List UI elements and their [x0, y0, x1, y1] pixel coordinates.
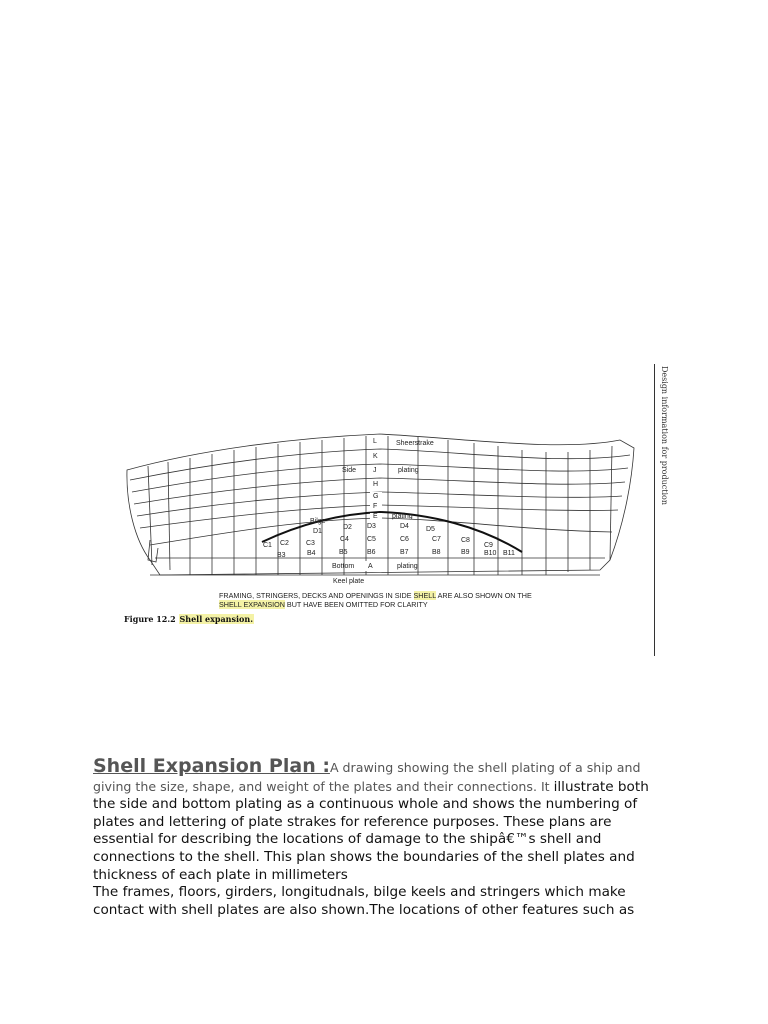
- plate-label-d3: D3: [367, 523, 376, 530]
- figure-note-line-2: [219, 600, 532, 609]
- side-label: Side: [342, 467, 357, 474]
- note-text-2b: BUT HAVE BEEN OMITTED FOR CLARITY: [284, 600, 428, 609]
- note-highlight-2: SHELL EXPANSION: [219, 600, 285, 609]
- figure-caption: [124, 614, 254, 624]
- plate-label-c2: C2: [280, 540, 289, 547]
- note-text-1b: ARE ALSO SHOWN ON THE: [436, 591, 532, 600]
- plate-label-c5: C5: [367, 536, 376, 543]
- strake-label-h: H: [373, 481, 379, 488]
- plate-label-d4: D4: [400, 523, 409, 530]
- strake-label-f: F: [373, 503, 378, 510]
- keel-plate-label: Keel plate: [333, 578, 365, 585]
- note-text-1a: FRAMING, STRINGERS, DECKS AND OPENINGS IN SIDE: [219, 591, 414, 600]
- paragraph-2: The frames, floors, girders, longitudnals, bilge keels and stringers which make contact with shell plates are also shown.The locations of other features such as: [93, 884, 635, 918]
- plate-label-c7: C7: [432, 536, 441, 543]
- plate-label-d1: D1: [313, 528, 322, 535]
- plate-label-b10: B10: [484, 550, 497, 557]
- plate-label-c4: C4: [340, 536, 349, 543]
- strake-label-k: K: [373, 453, 378, 460]
- figure-number: Figure 12.2: [124, 614, 176, 624]
- bottom-label: Bottom: [332, 563, 355, 570]
- figure-title: Shell expansion.: [179, 614, 253, 624]
- bilge-plating-label: plating: [392, 513, 413, 520]
- strake-label-j: J: [373, 467, 377, 474]
- plate-label-b11: B11: [503, 550, 515, 557]
- body-text: [93, 755, 673, 919]
- side-plating-label: plating: [398, 467, 419, 474]
- vertical-running-head: Design information for production: [660, 366, 669, 505]
- plate-label-c1: C1: [263, 542, 272, 549]
- plate-label-d2: D2: [343, 524, 352, 531]
- plate-label-c8: C8: [461, 537, 470, 544]
- strake-label-l: L: [373, 438, 377, 445]
- plate-label-b4: B4: [307, 550, 316, 557]
- plate-label-b9: B9: [461, 549, 470, 556]
- plate-label-d5: D5: [426, 526, 435, 533]
- note-highlight-1: SHELL: [413, 591, 437, 600]
- plate-label-b3: B3: [277, 552, 286, 559]
- plate-label-c6: C6: [400, 536, 409, 543]
- section-heading: Shell Expansion Plan :: [93, 755, 330, 777]
- bilge-label: Bilge: [310, 518, 326, 525]
- margin-rule: [654, 364, 655, 656]
- plate-label-b8: B8: [432, 549, 441, 556]
- sheerstrake-label: Sheerstrake: [396, 440, 434, 447]
- bottom-plating-label: plating: [397, 563, 418, 570]
- figure-note: [219, 591, 532, 609]
- plate-label-b7: B7: [400, 549, 409, 556]
- strake-label-a: A: [368, 563, 373, 570]
- plate-label-b6: B6: [367, 549, 376, 556]
- paragraph-1: illustrate both the side and bottom plating as a continuous whole and shows the numbering of plates and lettering of plate strakes for reference purposes. These plans are essential for describing the locations of damage to the shipâ€™s shell and connections to the shell. This plan shows the boundaries of the shell plates and thickness of each plate in millimeters: [93, 778, 649, 883]
- figure-note-line-1: [219, 591, 532, 600]
- strake-label-g: G: [373, 493, 379, 500]
- intro-text: A drawing showing the shell plating of a ship and giving the size, shape, and weight of the plates and their connections. It: [93, 760, 641, 794]
- plate-label-b5: B5: [339, 549, 348, 556]
- strake-label-e: E: [373, 513, 378, 520]
- plate-label-c3: C3: [306, 540, 315, 547]
- plate-label-c9: C9: [484, 542, 493, 549]
